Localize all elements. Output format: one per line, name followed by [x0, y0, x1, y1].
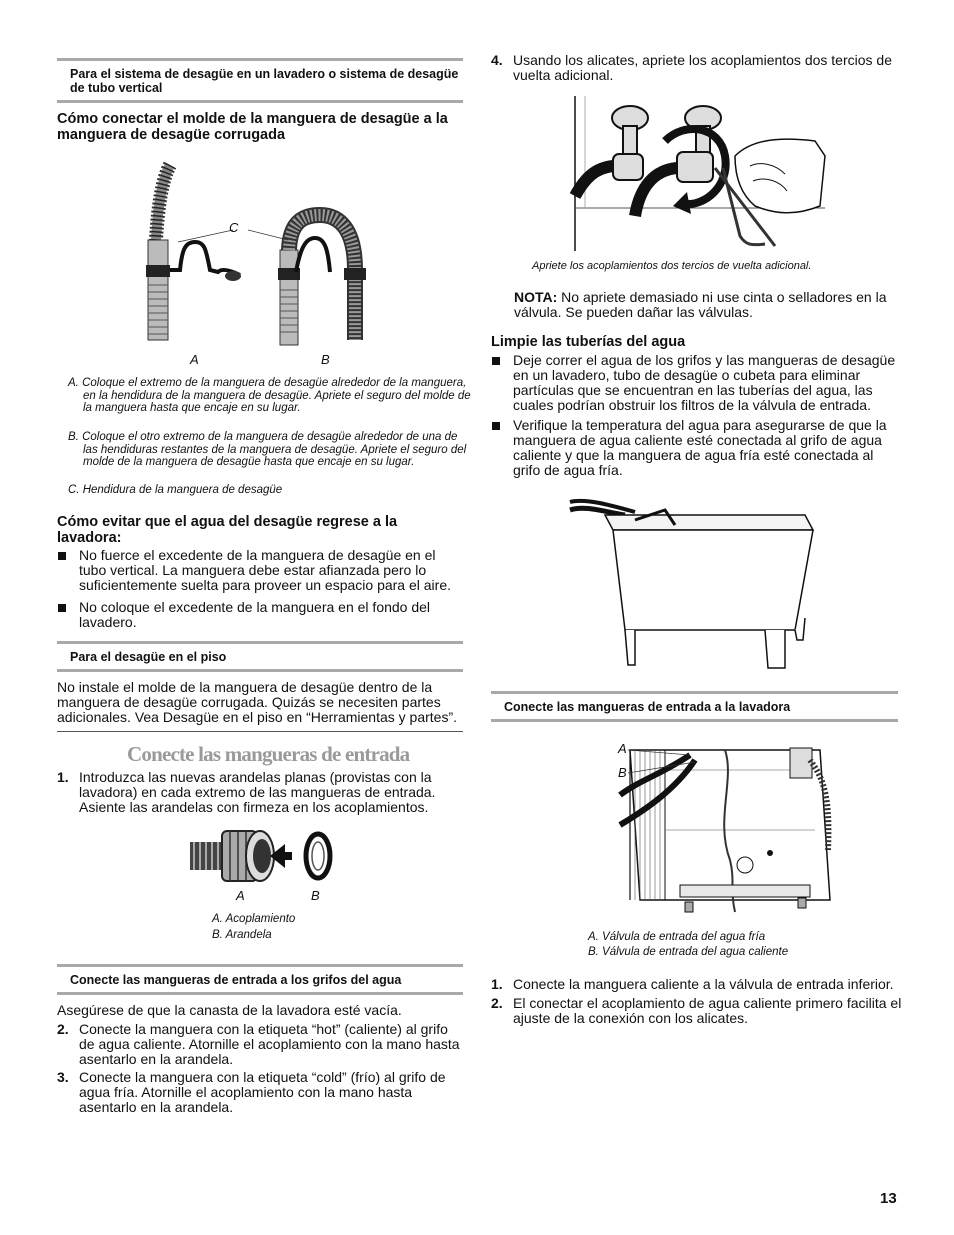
figure-caption-a — [68, 377, 475, 415]
coupling-washer-figure — [190, 826, 340, 886]
section-title: Conecte las mangueras de entrada — [127, 742, 410, 766]
bullet-square — [492, 422, 500, 430]
step-2 — [57, 1022, 463, 1067]
caption-text: Coloque el extremo de la manguera de desagüe alrededor de la manguera, en la hendidura de la manguera de desagüe. Apriete el seguro del molde de la manguera hasta que encaje en su lugar. — [82, 377, 471, 414]
page-number: 13 — [880, 1190, 897, 1207]
step-text: Introduzca las nuevas arandelas planas (provistas con la lavadora) en cada extremo de las mangueras de entrada. Asiente las arandelas con firmeza en los acoplamientos. — [79, 769, 436, 815]
step-3 — [57, 1070, 463, 1115]
leader-line-c1 — [178, 230, 233, 242]
section-bar-faucets — [57, 964, 463, 995]
caption-key: C. — [68, 484, 80, 496]
step-text: Usando los alicates, apriete los acoplamientos dos tercios de vuelta adicional. — [513, 52, 892, 83]
heading-prevent-backflow: Cómo evitar que el agua del desagüe regrese a la lavadora: — [57, 514, 398, 546]
list-item-text: No fuerce el excedente de la manguera de desagüe en el tubo vertical. La manguera debe estar afianzada pero lo suficientemente suelta para proveer un espacio para el aire. — [79, 547, 451, 593]
section-divider — [57, 731, 463, 732]
note-text: No apriete demasiado ni use cinta o selladores en la válvula. Se pueden dañar las válvulas. — [514, 289, 887, 320]
laundry-tub-figure — [565, 490, 815, 675]
figure-caption-a: A. Acoplamiento — [212, 913, 296, 925]
step-number: 4. — [491, 52, 503, 68]
list-item — [491, 353, 898, 413]
figure-caption-b: B. Arandela — [212, 929, 272, 941]
drain-hose-figure — [130, 160, 370, 360]
section-bar-title: Conecte las mangueras de entrada a los grifos del agua — [70, 973, 402, 987]
figure-label-a: A — [190, 352, 199, 367]
hose-a-illustration — [146, 165, 241, 340]
note-label: NOTA: — [514, 289, 558, 305]
figure-label-a: A — [236, 888, 245, 903]
section-bar-washer-inlets — [491, 691, 898, 722]
figure-label-b: B — [618, 765, 627, 780]
figure-caption-b: B. Válvula de entrada del agua caliente — [588, 946, 789, 958]
step-1 — [491, 977, 918, 992]
step-1 — [57, 770, 463, 815]
list-item-text: Deje correr el agua de los grifos y las mangueras de desagüe en un lavadero, tubo de desagüe o cubeta para eliminar partículas que se encuentran en las tuberías del agua, las cuales podrían obstruir los filtros de la válvula de entrada. — [513, 352, 896, 413]
figure-label-a: A — [618, 741, 627, 756]
list-item-text: Verifique la temperatura del agua para asegurarse de que la manguera de agua caliente esté conectada al grifo de agua caliente y que la manguera de agua fría esté conectada al grifo de agua fría. — [513, 417, 887, 478]
figure-caption-b — [68, 431, 475, 469]
step-text: Conecte la manguera caliente a la válvula de entrada inferior. — [513, 976, 894, 992]
caption-key: B. — [68, 431, 79, 443]
floor-drain-text: No instale el molde de la manguera de desagüe dentro de la manguera de desagüe corrugada. Quizás se necesiten partes adicionales. Vea Desagüe en el piso en “Herramientas y partes”. — [57, 679, 457, 725]
washer-back-figure — [620, 740, 840, 925]
section-bar-floor-drain — [57, 641, 463, 672]
section-bar-title: Conecte las mangueras de entrada a la lavadora — [504, 700, 791, 714]
caption-text: Coloque el otro extremo de la manguera de desagüe alrededor de una de las hendiduras restantes de la manguera de desagüe. Apriete el seguro del molde de la manguera de desagüe hasta que encaje en su lugar. — [82, 431, 467, 468]
figure-label-c: C — [229, 220, 239, 235]
note-paragraph — [514, 290, 894, 320]
section-bar-title: Para el desagüe en el piso — [70, 650, 227, 664]
step-number: 1. — [57, 769, 69, 785]
list-item — [57, 548, 463, 593]
section-bar-laundry-tub — [57, 58, 463, 103]
figure-label-b: B — [321, 352, 330, 367]
figure-caption-a: A. Válvula de entrada del agua fría — [588, 931, 766, 943]
hose-b-illustration — [278, 215, 366, 345]
step-4 — [491, 53, 898, 83]
empty-basket-text: Asegúrese de que la canasta de la lavadora esté vacía. — [57, 1002, 402, 1018]
heading-clean-pipes: Limpie las tuberías del agua — [491, 334, 686, 350]
figure-caption-c — [68, 484, 460, 497]
caption-text: Hendidura de la manguera de desagüe — [82, 484, 283, 496]
pliers-tightening-figure — [575, 96, 825, 251]
leader-line-c2 — [248, 230, 288, 240]
step-number: 1. — [491, 976, 503, 992]
figure-caption: Apriete los acoplamientos dos tercios de vuelta adicional. — [532, 260, 812, 272]
step-2 — [491, 996, 918, 1026]
heading-connect-drain-form: Cómo conectar el molde de la manguera de desagüe a la manguera de desagüe corrugada — [57, 111, 448, 143]
step-number: 3. — [57, 1069, 69, 1085]
section-bar-title: Para el sistema de desagüe en un lavadero o sistema de desagüe de tubo vertical — [70, 67, 459, 95]
bullet-square — [58, 552, 66, 560]
bullet-square — [58, 604, 66, 612]
step-number: 2. — [491, 995, 503, 1011]
bullet-square — [492, 357, 500, 365]
step-text: Conecte la manguera con la etiqueta “cold” (frío) al grifo de agua fría. Atornille el acoplamiento con la mano hasta asentarlo en la arandela. — [79, 1069, 446, 1115]
list-item-text: No coloque el excedente de la manguera en el fondo del lavadero. — [79, 599, 431, 630]
list-item — [57, 600, 463, 630]
step-text: Conecte la manguera con la etiqueta “hot” (caliente) al grifo de agua caliente. Atornille el acoplamiento con la mano hasta asentarlo en la arandela. — [79, 1021, 460, 1067]
caption-key: A. — [68, 377, 79, 389]
list-item — [491, 418, 898, 478]
figure-label-b: B — [311, 888, 320, 903]
step-number: 2. — [57, 1021, 69, 1037]
step-text: El conectar el acoplamiento de agua caliente primero facilita el ajuste de la conexión con los alicates. — [513, 995, 902, 1026]
